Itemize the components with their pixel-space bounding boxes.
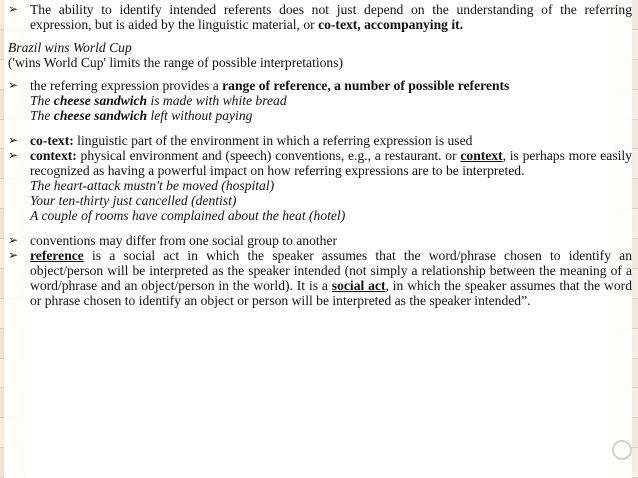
example-dentist: Your ten-thirty just cancelled (dentist) (30, 193, 237, 208)
example-hospital: The heart-attack mustn't be moved (hospital) (30, 178, 275, 193)
bullet-context (8, 148, 632, 178)
bullet-co-text (8, 133, 632, 148)
context-link[interactable]: context (460, 148, 503, 163)
arrow-bullet-icon: ➢ (8, 148, 19, 162)
example-bold: cheese sandwich (53, 108, 148, 123)
example-post: is made with white bread (147, 93, 287, 108)
bullet-bold: co-text, accompanying it. (318, 17, 464, 32)
logo-circle-icon (612, 440, 632, 460)
arrow-bullet-icon: ➢ (8, 2, 19, 16)
example-pre: The (30, 108, 54, 123)
example-brazil: Brazil wins World Cup (8, 40, 132, 55)
example-hotel: A couple of rooms have complained about the heat (hotel) (30, 208, 346, 223)
example-brazil-note: ('wins World Cup' limits the range of possible interpretations) (8, 55, 344, 70)
social-act-link[interactable]: social act (331, 278, 386, 293)
bullet-reference-social-act (8, 248, 632, 308)
arrow-bullet-icon: ➢ (8, 248, 19, 262)
example-post: left without paying (147, 108, 253, 123)
arrow-bullet-icon: ➢ (8, 133, 19, 147)
bullet-text: conventions may differ from one social group to another (30, 233, 338, 248)
bullet-bold: context: (30, 148, 77, 163)
example-bold: cheese sandwich (53, 93, 148, 108)
bullet-text: physical environment and (speech) conventions, e.g., a restaurant. or (76, 148, 461, 163)
bullet-text: the referring expression provides a (30, 78, 223, 93)
arrow-bullet-icon: ➢ (8, 233, 19, 247)
bullet-text: , is perhaps more easily recognized as having a powerful impact on how referring expressions are to be interpreted. (30, 148, 632, 178)
bullet-text: is a social act in which the speaker assumes that the word/phrase chosen to identify an object/person will be interpreted as the speaker intended (not simply a relationship between the meaning of a word/phrase and an object/person in the world). It is a (30, 248, 632, 293)
bullet-text: linguistic part of the environment in which a referring expression is used (73, 133, 473, 148)
bullet-range-of-reference (8, 78, 632, 93)
example-pre: The (30, 93, 54, 108)
slide-content (8, 2, 632, 308)
reference-link[interactable]: reference (30, 248, 84, 263)
bullet-text: The ability to identify intended referents does not just depend on the understanding of the referring expression, but is aided by the linguistic material, or (30, 2, 632, 32)
bullet-text: , in which the speaker assumes that the word or phrase chosen to identify an object or person will be interpreted as the speaker intended”. (30, 278, 632, 308)
bullet-conventions (8, 233, 632, 248)
bullet-bold: co-text: (30, 133, 74, 148)
arrow-bullet-icon: ➢ (8, 78, 19, 92)
bullet-bold: range of reference, a number of possible referents (222, 78, 510, 93)
bullet-identify-referents (8, 2, 632, 32)
